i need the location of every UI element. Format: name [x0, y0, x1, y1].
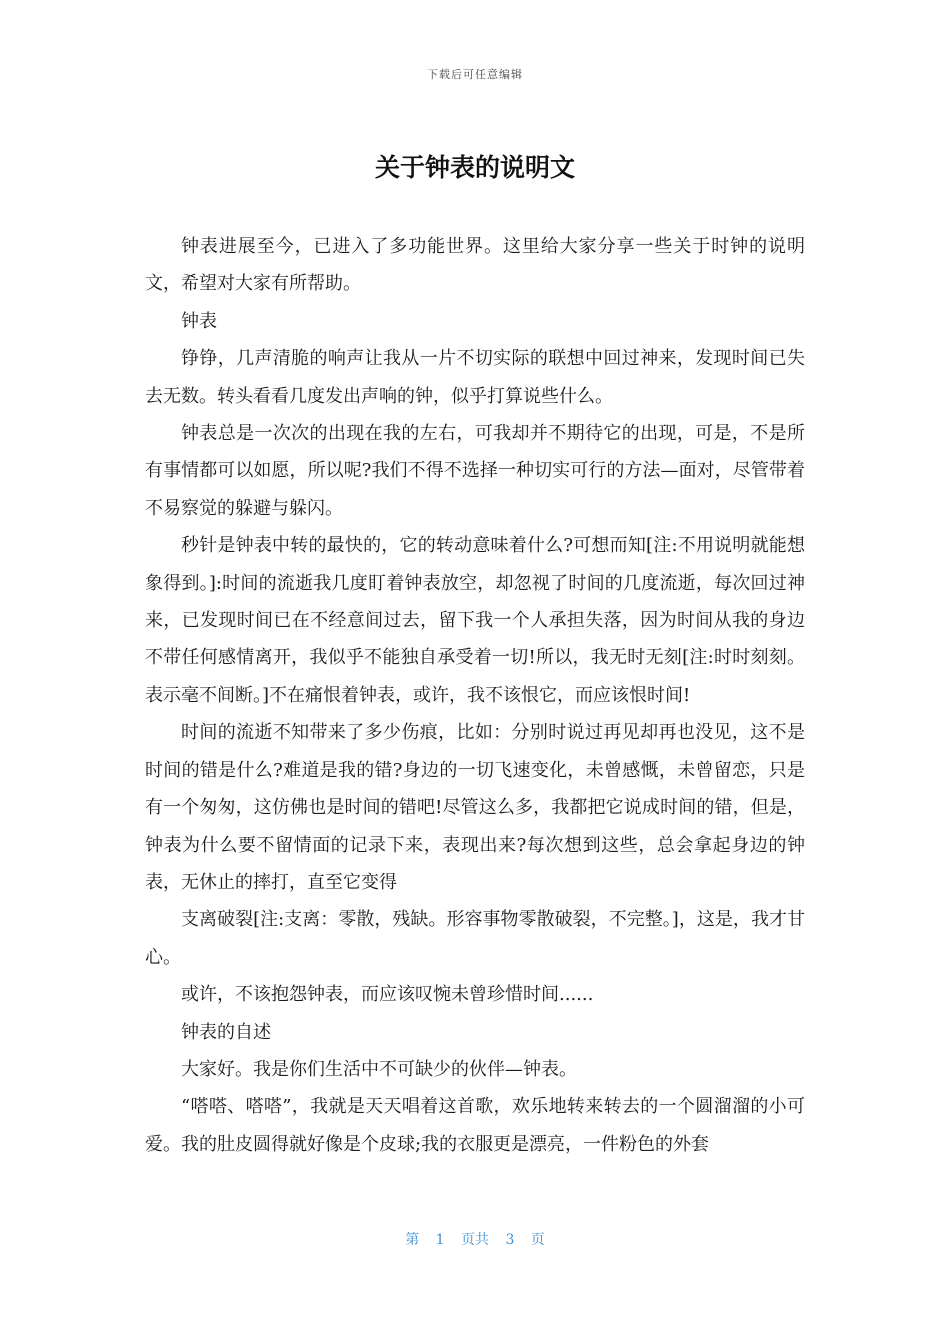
page-number-footer: 第 1 页共 3 页 [405, 1232, 545, 1248]
paragraph: 大家好。我是你们生活中不可缺少的伙伴—钟表。 [181, 1058, 577, 1080]
section-heading-clock: 钟表 [181, 310, 217, 332]
paragraph: 铮铮，几声清脆的响声让我从一片不切实际的联想中回过神来，发现时间已失去无数。转头看看几度发出声响的钟，似乎打算说些什么。 [145, 348, 805, 407]
document-body [145, 228, 805, 1163]
paragraph: 支离破裂[注:支离：零散，残缺。形容事物零散破裂，不完整。]，这是，我才甘心。 [145, 909, 805, 968]
paragraph: 或许，不该抱怨钟表，而应该叹惋未曾珍惜时间...... [181, 984, 594, 1006]
paragraph: 钟表总是一次次的出现在我的左右，可我却并不期待它的出现，可是，不是所有事情都可以如愿，所以呢?我们不得不选择一种切实可行的方法—面对，尽管带着不易察觉的躲避与躲闪。 [145, 423, 805, 519]
paragraph: 秒针是钟表中转的最快的，它的转动意味着什么?可想而知[注:不用说明就能想象得到。]:时间的流逝我几度盯着钟表放空，却忽视了时间的几度流逝，每次回过神来，已发现时间已在不经意间过去，留下我一个人承担失落，因为时间从我的身边不带任何感情离开，我似乎不能独自承受着一切!所以，我无时无刻[注:时时刻刻。表示毫不间断。]不在痛恨着钟表，或许，我不该恨它，而应该恨时间! [145, 535, 805, 706]
document-title: 关于钟表的说明文 [374, 153, 575, 182]
section-heading-self-account: 钟表的自述 [181, 1021, 271, 1043]
paragraph: 时间的流逝不知带来了多少伤痕，比如：分别时说过再见却再也没见，这不是时间的错是什么?难道是我的错?身边的一切飞速变化，未曾感慨，未曾留恋，只是有一个匆匆，这仿佛也是时间的错吧!尽管这么多，我都把它说成时间的错，但是，钟表为什么要不留情面的记录下来，表现出来?每次想到这些，总会拿起身边的钟表，无休止的摔打，直至它变得 [145, 722, 805, 893]
paragraph: “嗒嗒、嗒嗒”，我就是天天唱着这首歌，欢乐地转来转去的一个圆溜溜的小可爱。我的肚皮圆得就好像是个皮球;我的衣服更是漂亮，一件粉色的外套 [145, 1096, 805, 1155]
header-note: 下载后可任意编辑 [427, 68, 523, 81]
paragraph-intro: 钟表进展至今，已进入了多功能世界。这里给大家分享一些关于时钟的说明文，希望对大家有所帮助。 [145, 236, 805, 295]
